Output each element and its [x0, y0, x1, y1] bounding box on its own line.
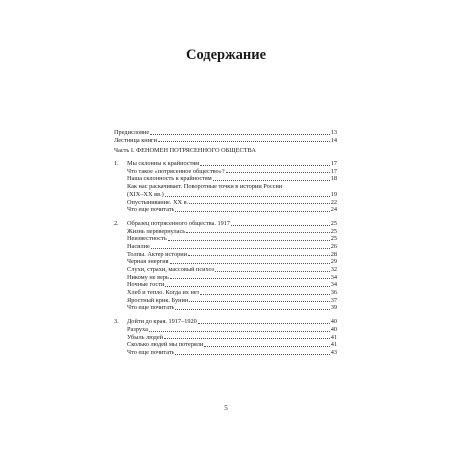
- toc-entry-label: Что еще почитать: [127, 206, 175, 214]
- leader-dots: [165, 286, 329, 287]
- toc-page-number: 19: [330, 190, 337, 198]
- leader-dots: [175, 211, 329, 212]
- toc-subentry[interactable]: [114, 175, 337, 183]
- leader-dots: [213, 180, 330, 181]
- toc-entry-label: Что еще почитать: [127, 304, 175, 312]
- toc-page-number: 34: [330, 273, 337, 281]
- toc-chapter-3[interactable]: [114, 318, 337, 326]
- toc-page-number: 24: [330, 206, 337, 214]
- leader-dots: [226, 172, 330, 173]
- toc-page-number: 40: [330, 325, 337, 333]
- toc-subentry[interactable]: [114, 199, 337, 207]
- toc-subentry[interactable]: [114, 258, 337, 266]
- toc-subentry[interactable]: [114, 289, 337, 297]
- leader-dots: [150, 134, 329, 135]
- table-of-contents: [114, 129, 337, 357]
- leader-dots: [164, 338, 330, 339]
- leader-dots: [200, 294, 329, 295]
- toc-entry-label: Разруха: [127, 325, 148, 333]
- leader-dots: [175, 309, 329, 310]
- toc-subentry[interactable]: [114, 349, 337, 357]
- leader-dots: [215, 271, 330, 272]
- toc-page-number: 28: [330, 250, 337, 258]
- toc-page-number: 22: [330, 198, 337, 206]
- toc-entry-book-ladder[interactable]: [114, 137, 337, 145]
- toc-entry-label: Как нас раскачивает. Поворотные точки в истории России: [127, 183, 283, 191]
- toc-page-number: 43: [330, 348, 337, 356]
- leader-dots: [158, 141, 330, 142]
- toc-subentry[interactable]: [114, 274, 337, 282]
- toc-entry-label: Наша склонность к крайностям: [127, 175, 212, 183]
- chapter-title: Мы склонны к крайностям: [127, 160, 200, 168]
- toc-subentry[interactable]: [114, 326, 337, 334]
- page-title: Содержание: [185, 47, 267, 63]
- leader-dots: [168, 240, 330, 241]
- leader-dots: [149, 331, 330, 332]
- toc-page-number: 25: [330, 219, 337, 227]
- leader-dots: [189, 203, 330, 204]
- toc-entry-label: Что еще почитать: [127, 348, 175, 356]
- chapter-number: 2.: [114, 219, 119, 227]
- toc-entry-label: Насилие: [127, 242, 150, 250]
- toc-page-number: 36: [330, 289, 337, 297]
- toc-subentry[interactable]: [114, 228, 337, 236]
- toc-subentry[interactable]: [114, 266, 337, 274]
- toc-page-number: 41: [330, 341, 337, 349]
- toc-entry-label: Лестница книги: [114, 136, 157, 144]
- toc-page-number: 29: [330, 258, 337, 266]
- leader-dots: [188, 255, 330, 256]
- leader-dots: [200, 165, 330, 166]
- leader-dots: [198, 323, 330, 324]
- leader-dots: [170, 263, 330, 264]
- chapter-title: Дойти до края. 1917–1920: [127, 318, 197, 326]
- leader-dots: [170, 278, 330, 279]
- toc-page-number: 14: [330, 136, 337, 144]
- leader-dots: [175, 354, 329, 355]
- toc-page-number: 25: [330, 235, 337, 243]
- toc-entry-preface[interactable]: [114, 129, 337, 137]
- toc-entry-label: Яростный крик. Бунин: [127, 296, 189, 304]
- leader-dots: [186, 232, 330, 233]
- toc-entry-label: Никому не верь: [127, 273, 169, 281]
- leader-dots: [189, 301, 329, 302]
- toc-page-number: 18: [330, 175, 337, 183]
- toc-entry-label: Ночные гости: [127, 281, 165, 289]
- toc-entry-label: Слухи, страхи, массовый психоз: [127, 266, 215, 274]
- toc-page-number: 13: [330, 128, 337, 136]
- leader-dots: [204, 346, 329, 347]
- toc-subentry[interactable]: [114, 304, 337, 312]
- toc-subentry[interactable]: [114, 168, 337, 176]
- toc-page-number: 17: [330, 160, 337, 168]
- leader-dots: [151, 248, 330, 249]
- toc-entry-label: Хлеб и тепло. Когда их нет: [127, 289, 200, 297]
- toc-page-number: 41: [330, 333, 337, 341]
- toc-page-number: 32: [330, 266, 337, 274]
- toc-subentry[interactable]: [114, 334, 337, 342]
- toc-entry-label: Толпы. Актер истории: [127, 250, 187, 258]
- toc-page-number: 34: [330, 281, 337, 289]
- toc-page-number: 37: [330, 296, 337, 304]
- toc-page-number: 40: [330, 318, 337, 326]
- leader-dots: [231, 225, 330, 226]
- toc-subentry[interactable]: [114, 243, 337, 251]
- toc-page-number: 17: [330, 167, 337, 175]
- toc-chapter-2[interactable]: [114, 220, 337, 228]
- chapter-title: Образец потрясенного общества. 1917: [127, 219, 231, 227]
- toc-entry-label: Сколько людей мы потеряли: [127, 341, 204, 349]
- toc-subentry[interactable]: [114, 281, 337, 289]
- toc-subentry[interactable]: [114, 297, 337, 305]
- toc-entry-label: Что такое «потрясенное общество»?: [127, 167, 225, 175]
- toc-entry-label: Убыль людей: [127, 333, 163, 341]
- toc-subentry[interactable]: [114, 251, 337, 259]
- toc-subentry[interactable]: [114, 341, 337, 349]
- part-heading: Часть I. ФЕНОМЕН ПОТРЯСЕННОГО ОБЩЕСТВА: [114, 147, 256, 155]
- toc-page-number: 26: [330, 242, 337, 250]
- page-number: 5: [224, 404, 228, 412]
- toc-subentry[interactable]: [114, 206, 337, 214]
- toc-page-number: 25: [330, 227, 337, 235]
- toc-entry-label: Черная энергия: [127, 258, 169, 266]
- toc-subentry[interactable]: [114, 235, 337, 243]
- toc-entry-label-continued: (XIX–XX вв.): [127, 190, 164, 198]
- toc-subentry[interactable]: [114, 183, 337, 198]
- leader-dots: [165, 196, 330, 197]
- toc-chapter-1[interactable]: [114, 160, 337, 168]
- toc-entry-label: Опустынивание. XX в.: [127, 198, 189, 206]
- chapter-number: 3.: [114, 318, 119, 326]
- toc-entry-label: Жизнь перевернулась: [127, 227, 186, 235]
- toc-entry-label: Неизвестность: [127, 235, 167, 243]
- toc-entry-label: Предисловие: [114, 128, 150, 136]
- chapter-number: 1.: [114, 160, 119, 168]
- toc-page-number: 39: [330, 304, 337, 312]
